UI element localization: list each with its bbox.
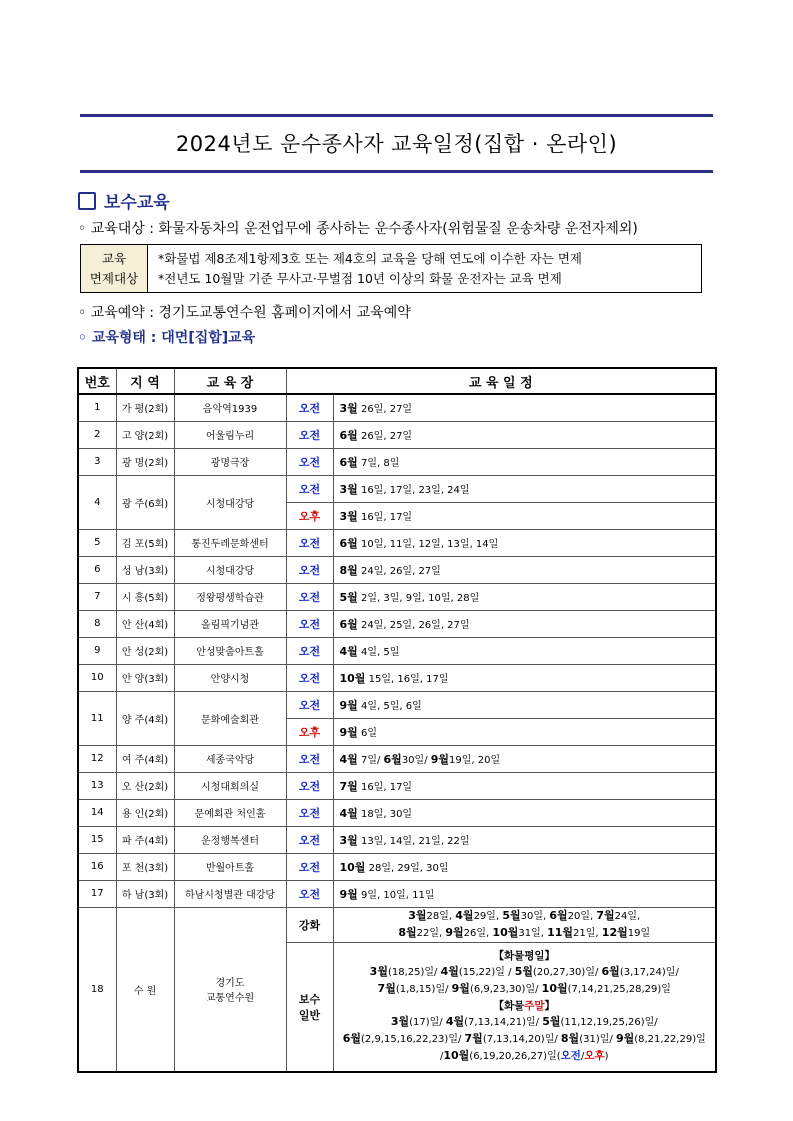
date-month: 3월 [339, 401, 358, 415]
row-dates [333, 448, 716, 475]
top-rule [80, 114, 713, 117]
date-month: 9월 [445, 925, 464, 939]
date-days: (11,12,19,25,26)일/ [560, 1017, 658, 1029]
row-dates [333, 394, 716, 421]
date-days: (6,19,20,26,27)일( [469, 1051, 561, 1063]
row-dates [333, 826, 716, 853]
date-days: 30일, [520, 910, 550, 922]
weekday-heading: 【화물평일】 [493, 950, 556, 963]
date-days: 24일, 26일, 27일 [357, 565, 441, 577]
row-region: 광 명(2회) [116, 448, 174, 475]
date-month: 6월 [383, 752, 402, 766]
section-title: 보수교육 [104, 193, 170, 213]
date-days: 29일, [473, 910, 503, 922]
row-region: 용 인(2회) [116, 799, 174, 826]
session-gang: 강화 [286, 907, 333, 942]
row-number: 2 [78, 421, 116, 448]
date-month: 10월 [339, 671, 366, 685]
session-am: 오전 [286, 637, 333, 664]
table-row [78, 664, 716, 691]
row-dates [333, 799, 716, 826]
row-venue: 시청대회의실 [174, 772, 286, 799]
table-row [78, 826, 716, 853]
row-region: 고 양(2회) [116, 421, 174, 448]
row-venue: 통진두레문화센터 [174, 529, 286, 556]
date-days: (15,22)일 / [458, 967, 515, 979]
date-days: 16일, 17일 [357, 511, 413, 523]
session-am: 오전 [286, 772, 333, 799]
exempt-label-1: 교육 [101, 250, 127, 266]
row-region: 여 주(4회) [116, 745, 174, 772]
session-am: 오전 [286, 394, 333, 421]
date-days: 26일, 27일 [357, 430, 413, 442]
venue-line-2: 교통연수원 [205, 993, 255, 1005]
date-month: 7월 [596, 908, 615, 922]
date-days: (7,14,21,25,28,29)일 [567, 984, 671, 996]
weekend-l3-slash: / [580, 1051, 585, 1063]
row-region: 안 성(2회) [116, 637, 174, 664]
row-region: 시 흥(5회) [116, 583, 174, 610]
exempt-box [80, 244, 702, 293]
date-month: 6월 [339, 536, 358, 550]
date-month: 7월 [464, 1032, 483, 1046]
weekend-l3-end: ) [604, 1051, 609, 1063]
table-row [78, 421, 716, 448]
session-pm: 오후 [286, 502, 333, 529]
row-region: 하 남(3회) [116, 880, 174, 907]
date-month: 4월 [440, 965, 459, 979]
date-month: 6월 [549, 908, 568, 922]
weekday-line-1 [337, 964, 713, 981]
checkbox-square-icon [78, 192, 96, 210]
date-month: 3월 [390, 1015, 410, 1029]
gang-line-2 [337, 925, 713, 942]
exempt-label-2: 면제대상 [89, 270, 139, 286]
session-bosu [286, 942, 333, 1072]
date-month: 9월 [615, 1032, 635, 1046]
row-dates [333, 853, 716, 880]
date-days: 24일, [614, 910, 641, 922]
date-days: 9일, 10일, 11일 [357, 889, 435, 901]
form-line: ◦ 교육형태 : 대면[집합]교육 [78, 330, 256, 346]
table-row [78, 637, 716, 664]
row-number: 10 [78, 664, 116, 691]
target-line: ◦ 교육대상 : 화물자동차의 운전업무에 종사하는 운수종사자(위험물질 운송차량 운전자제외) [78, 221, 638, 237]
row-dates [333, 556, 716, 583]
row-number: 16 [78, 853, 116, 880]
date-month: 11월 [547, 925, 574, 939]
exempt-label [81, 245, 148, 292]
date-days: (2,9,15,16,22,23)일/ [361, 1034, 465, 1046]
date-month: 4월 [339, 644, 358, 658]
row-dates [333, 718, 716, 745]
bosu-line-2: 일반 [298, 1008, 321, 1022]
row-dates [333, 475, 716, 502]
date-days: (20,27,30)일/ [532, 967, 602, 979]
date-month: 5월 [502, 908, 521, 922]
date-month: 4월 [445, 1015, 465, 1029]
row-region: 파 주(4회) [116, 826, 174, 853]
session-am: 오전 [286, 691, 333, 718]
venue-line-1: 경기도 [215, 978, 245, 990]
date-days: 26일, 27일 [357, 403, 413, 415]
reserve-line: ◦ 교육예약 : 경기도교통연수원 홈페이지에서 교육예약 [78, 305, 411, 321]
bosu-dates [333, 942, 716, 1072]
row-dates [333, 529, 716, 556]
row-venue [174, 907, 286, 1072]
session-am: 오전 [286, 799, 333, 826]
date-month: 3월 [339, 482, 358, 496]
row-dates [333, 421, 716, 448]
date-month: 3월 [339, 509, 358, 523]
row-venue: 시청대강당 [174, 556, 286, 583]
row-venue: 안성맞춤아트홀 [174, 637, 286, 664]
date-days: 13일, 14일, 21일, 22일 [357, 835, 470, 847]
row-number: 15 [78, 826, 116, 853]
date-month: 4월 [339, 806, 358, 820]
date-month: 10월 [541, 982, 568, 996]
row-number: 8 [78, 610, 116, 637]
table-row [78, 745, 716, 772]
date-month: 8월 [398, 925, 417, 939]
date-month: 9월 [451, 982, 470, 996]
table-header-row [78, 368, 716, 394]
row-region: 안 산(4회) [116, 610, 174, 637]
row-number: 12 [78, 745, 116, 772]
row-region: 양 주(4회) [116, 691, 174, 745]
bottom-title-rule [80, 170, 713, 173]
table-row [78, 394, 716, 421]
gang-line-1 [337, 908, 713, 925]
row-number: 6 [78, 556, 116, 583]
header-no: 번호 [78, 368, 116, 394]
date-month: 5월 [542, 1015, 561, 1029]
row-venue: 운정행복센터 [174, 826, 286, 853]
page-title: 2024년도 운수종사자 교육일정(집합 · 온라인) [175, 132, 618, 156]
row-region: 수 원 [116, 907, 174, 1072]
date-days: 16일, 17일, 23일, 24일 [357, 484, 470, 496]
row-venue: 어울림누리 [174, 421, 286, 448]
weekend-l3-pm: 오후 [584, 1050, 605, 1063]
weekend-line-3 [337, 1048, 713, 1065]
row-venue: 음악역1939 [174, 394, 286, 421]
row-number: 11 [78, 691, 116, 745]
date-month: 6월 [339, 428, 358, 442]
row-dates [333, 637, 716, 664]
date-days: 7일/ [357, 754, 384, 766]
date-days: 4일, 5일, 6일 [357, 700, 422, 712]
weekend-head-b: 주말 [524, 1000, 545, 1013]
exempt-text [148, 245, 582, 292]
date-month: 6월 [339, 617, 358, 631]
row-number: 5 [78, 529, 116, 556]
date-month: 5월 [339, 590, 358, 604]
gang-dates [333, 907, 716, 942]
date-month: 3월 [369, 965, 388, 979]
row-venue: 문예회관 처인홀 [174, 799, 286, 826]
date-days: (1,8,15)일/ [395, 984, 452, 996]
table-row [78, 853, 716, 880]
date-month: 6월 [342, 1032, 361, 1046]
table-row [78, 556, 716, 583]
table-row-18-gang [78, 907, 716, 942]
date-days: 22일, [416, 927, 446, 939]
exempt-line-2: *전년도 10월말 기준 무사고·무벌점 10년 이상의 화물 운전자는 교육 면제 [158, 270, 562, 286]
date-days: 4일, 5일 [357, 646, 400, 658]
row-number: 13 [78, 772, 116, 799]
schedule-table [77, 367, 717, 1073]
row-dates [333, 583, 716, 610]
row-dates [333, 502, 716, 529]
date-month: 3월 [339, 833, 358, 847]
session-am: 오전 [286, 853, 333, 880]
row-number: 7 [78, 583, 116, 610]
date-days: 19일 [627, 927, 651, 939]
weekend-heading [337, 998, 713, 1014]
date-month: 3월 [408, 908, 427, 922]
date-days: 28일, 29일, 30일 [365, 862, 449, 874]
table-row [78, 772, 716, 799]
row-dates [333, 691, 716, 718]
row-venue: 세종국악당 [174, 745, 286, 772]
table-row [78, 691, 716, 718]
row-number: 18 [78, 907, 116, 1072]
section-heading [78, 188, 170, 213]
date-days: 30일/ [401, 754, 431, 766]
session-am: 오전 [286, 448, 333, 475]
table-row [78, 448, 716, 475]
date-days: 24일, 25일, 26일, 27일 [357, 619, 470, 631]
row-number: 14 [78, 799, 116, 826]
row-venue: 시청대강당 [174, 475, 286, 529]
date-days: 2일, 3일, 9일, 10일, 28일 [357, 592, 480, 604]
date-month: 4월 [455, 908, 474, 922]
row-dates [333, 772, 716, 799]
row-region: 김 포(5회) [116, 529, 174, 556]
table-row [78, 583, 716, 610]
row-region: 포 천(3회) [116, 853, 174, 880]
date-month: 9월 [339, 725, 358, 739]
header-region: 지 역 [116, 368, 174, 394]
weekend-l3-pre: / [439, 1051, 444, 1063]
date-days: 28일, [426, 910, 456, 922]
exempt-line-1: *화물법 제8조제1항제3호 또는 제4호의 교육을 당해 연도에 이수한 자는 면제 [158, 250, 582, 266]
date-days: 6일 [357, 727, 377, 739]
session-am: 오전 [286, 529, 333, 556]
row-venue: 올림픽기념관 [174, 610, 286, 637]
weekend-line-1 [337, 1014, 713, 1031]
session-am: 오전 [286, 664, 333, 691]
date-month: 7월 [339, 779, 358, 793]
date-days: 10일, 11일, 12일, 13일, 14일 [357, 538, 499, 550]
session-am: 오전 [286, 583, 333, 610]
weekend-head-c: 】 [544, 1000, 556, 1013]
row-number: 3 [78, 448, 116, 475]
session-am: 오전 [286, 880, 333, 907]
row-venue: 문화예술회관 [174, 691, 286, 745]
date-days: 18일, 30일 [357, 808, 413, 820]
weekend-head-a: 【화물 [493, 1000, 525, 1013]
date-days: (17)일/ [409, 1017, 446, 1029]
date-days: 20일, [567, 910, 597, 922]
session-am: 오전 [286, 745, 333, 772]
date-days: (31)일/ [579, 1034, 616, 1046]
date-month: 8월 [560, 1032, 580, 1046]
table-row [78, 529, 716, 556]
date-days: 31일, [518, 927, 548, 939]
row-dates [333, 745, 716, 772]
row-venue: 하남시청별관 대강당 [174, 880, 286, 907]
row-region: 안 양(3회) [116, 664, 174, 691]
date-month: 6월 [601, 965, 620, 979]
row-venue: 안양시청 [174, 664, 286, 691]
date-month: 9월 [339, 698, 358, 712]
row-venue: 정왕평생학습관 [174, 583, 286, 610]
date-days: (7,13,14,21)일/ [464, 1017, 543, 1029]
date-days: (3,17,24)일/ [619, 967, 679, 979]
date-days: (18,25)일/ [387, 967, 441, 979]
session-pm: 오후 [286, 718, 333, 745]
date-month: 10월 [492, 925, 519, 939]
row-region: 가 평(2회) [116, 394, 174, 421]
date-days: 16일, 17일 [357, 781, 413, 793]
date-month: 10월 [339, 860, 366, 874]
date-days: 21일, [573, 927, 602, 939]
date-month: 5월 [514, 965, 533, 979]
date-month: 10월 [443, 1049, 470, 1063]
date-month: 4월 [339, 752, 358, 766]
table-row [78, 880, 716, 907]
session-am: 오전 [286, 421, 333, 448]
date-days: 19일, 20일 [449, 754, 501, 766]
date-days: 15일, 16일, 17일 [365, 673, 449, 685]
row-venue: 광명극장 [174, 448, 286, 475]
row-number: 17 [78, 880, 116, 907]
row-region: 오 산(2회) [116, 772, 174, 799]
date-month: 8월 [339, 563, 358, 577]
row-number: 4 [78, 475, 116, 529]
header-venue: 교 육 장 [174, 368, 286, 394]
row-venue: 반월아트홀 [174, 853, 286, 880]
date-days: 7일, 8일 [357, 457, 400, 469]
date-month: 9월 [430, 752, 450, 766]
header-schedule: 교 육 일 정 [286, 368, 716, 394]
date-month: 7월 [377, 982, 396, 996]
row-dates [333, 880, 716, 907]
row-dates [333, 664, 716, 691]
row-number: 9 [78, 637, 116, 664]
bosu-line-1: 보수 [298, 992, 321, 1006]
table-row [78, 799, 716, 826]
table-row [78, 610, 716, 637]
date-days: 26일, [463, 927, 493, 939]
session-am: 오전 [286, 826, 333, 853]
date-month: 12월 [601, 925, 628, 939]
weekend-l3-am: 오전 [560, 1050, 581, 1063]
weekend-line-2 [337, 1031, 713, 1048]
session-am: 오전 [286, 610, 333, 637]
date-days: (7,13,14,20)일/ [482, 1034, 561, 1046]
row-region: 성 남(3회) [116, 556, 174, 583]
date-month: 6월 [339, 455, 358, 469]
date-days: (8,21,22,29)일 [634, 1034, 706, 1046]
weekday-line-2 [337, 981, 713, 998]
session-am: 오전 [286, 556, 333, 583]
date-month: 9월 [339, 887, 358, 901]
row-number: 1 [78, 394, 116, 421]
row-dates [333, 610, 716, 637]
session-am: 오전 [286, 475, 333, 502]
table-row [78, 475, 716, 502]
row-region: 광 주(6회) [116, 475, 174, 529]
date-days: (6,9,23,30)일/ [469, 984, 542, 996]
